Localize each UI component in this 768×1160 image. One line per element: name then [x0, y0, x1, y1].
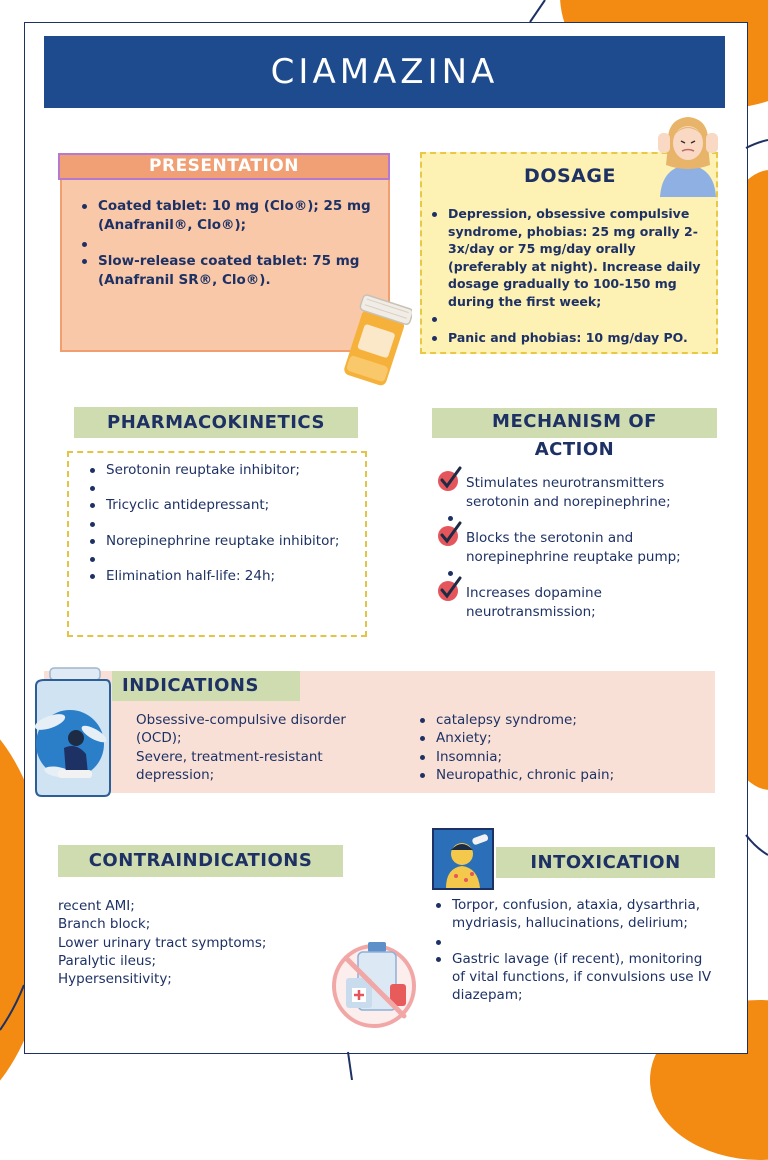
pharmacokinetics-list: [86, 461, 361, 585]
list-item: recent AMI;: [58, 898, 135, 914]
check-icon: [436, 521, 462, 547]
woman-headache-illustration: [650, 113, 726, 197]
no-medication-icon: [328, 938, 420, 1030]
list-item: Severe, treatment-resistant depression;: [136, 748, 323, 783]
pill-bottle-illustration: [340, 292, 412, 392]
list-item: Coated tablet: 10 mg (Clo®); 25 mg (Anafranil®, Clo®);: [78, 197, 378, 235]
list-item: [86, 515, 361, 532]
list-item: Obsessive-compulsive disorder (OCD);: [136, 712, 346, 747]
presentation-heading: PRESENTATION: [58, 153, 390, 180]
list-item: Elimination half-life: 24h;: [86, 567, 361, 585]
list-item: Serotonin reuptake inhibitor;: [86, 461, 361, 479]
pharmacokinetics-heading: PHARMACOKINETICS: [74, 407, 358, 438]
list-item: Gastric lavage (if recent), monitoring of vital functions, if convulsions use IV diazepam;: [432, 950, 718, 1005]
list-item: Anxiety;: [416, 729, 706, 747]
list-item: Norepinephrine reuptake inhibitor;: [86, 532, 361, 550]
list-item: Slow-release coated tablet: 75 mg (Anafranil SR®, Clo®).: [78, 252, 378, 290]
intoxication-list: [432, 896, 718, 1004]
list-item: catalepsy syndrome;: [416, 711, 706, 729]
list-item: Lower urinary tract symptoms;: [58, 934, 267, 951]
intoxicated-person-icon: [432, 828, 494, 890]
list-item: Insomnia;: [416, 748, 706, 766]
dosage-list: [428, 205, 713, 347]
title-banner: [44, 36, 725, 108]
list-item: Paralytic ileus;: [58, 952, 157, 969]
mechanism-item: Stimulates neurotransmitters serotonin and norepinephrine;: [466, 475, 671, 510]
list-item: Hypersensitivity;: [58, 971, 172, 988]
check-icon: [436, 466, 462, 492]
indications-left-list: [136, 711, 386, 784]
list-item: [432, 933, 718, 950]
mechanism-heading-line2: ACTION: [534, 439, 615, 460]
list-item: Neuropathic, chronic pain;: [416, 766, 706, 784]
list-item: [86, 479, 361, 496]
intoxication-heading: INTOXICATION: [496, 847, 715, 878]
list-item: [86, 550, 361, 567]
list-item: Tricyclic antidepressant;: [86, 496, 361, 514]
page-title: CIAMAZINA: [270, 52, 499, 92]
list-item: [428, 310, 713, 327]
dosage-heading: DOSAGE: [524, 165, 616, 187]
indications-right-list: [416, 711, 706, 784]
contraindications-heading: CONTRAINDICATIONS: [58, 845, 343, 877]
contraindications-list: [58, 897, 318, 988]
mechanism-heading: MECHANISM OF: [432, 408, 717, 438]
list-item: [78, 235, 378, 252]
list-item: Panic and phobias: 10 mg/day PO.: [428, 329, 713, 347]
indications-heading: INDICATIONS: [112, 671, 300, 701]
check-icon: [436, 576, 462, 602]
person-in-jar-illustration: [28, 664, 118, 800]
list-item: Branch block;: [58, 916, 151, 933]
list-item: Torpor, confusion, ataxia, dysarthria, mydriasis, hallucinations, delirium;: [432, 896, 718, 933]
mechanism-item: Blocks the serotonin and norepinephrine reuptake pump;: [466, 530, 681, 565]
list-item: Depression, obsessive compulsive syndrome, phobias: 25 mg orally 2-3x/day or 75 mg/day orally (preferably at night). Increase daily dosage gradually to 100-150 mg during the first week;: [428, 205, 713, 310]
presentation-list: [78, 197, 378, 290]
mechanism-item: Increases dopamine neurotransmission;: [466, 585, 602, 620]
